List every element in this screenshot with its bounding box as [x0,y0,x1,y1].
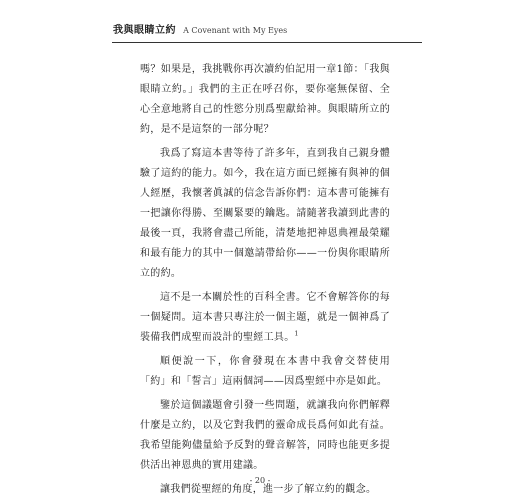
page-number: - 20 - [249,476,271,485]
running-header [113,21,287,38]
paragraph-text: 我爲了寫這本書等待了許多年，直到我自己親身體驗了這約的能力。如今，我在這方面已經擁有與神的個人經歷，我懷著眞誠的信念告訴你們：這本書可能擁有一把讓你得勝、至關緊要的鑰匙。請隨著我讀到此書的最後一頁，我將會盡己所能，清楚地把神恩典裡最榮耀和最有能力的其中一個邀請帶給你——一份與你眼睛所立的約。 [140,148,390,279]
footnote-marker: 1 [294,330,299,338]
book-title-english: A Covenant with My Eyes [183,26,288,35]
paragraph-4 [140,352,390,392]
book-title-chinese: 我與眼睛立約 [113,25,176,36]
paragraph-5 [140,396,390,476]
paragraph-text: 讓我們從聖經的角度，進一步了解立約的觀念。 [160,484,377,495]
paragraph-1 [140,60,390,140]
page-body [140,60,390,504]
paragraph-text: 這不是一本關於性的百科全書。它不會解答你的每一個疑問。這本書只專注於一個主題，就是一個神爲了裝備我們成聖而設計的聖經工具。 [140,292,390,343]
paragraph-text: 順便說一下，你會發現在本書中我會交替使用「約」和「誓言」這兩個詞——因爲聖經中亦是如此。 [140,356,390,387]
paragraph-text: 嗎？如果是，我挑戰你再次讀約伯記用一章1節：「我與眼睛立約。」我們的主正在呼召你，要你毫無保留、全心全意地將自己的性慾分別爲聖獻給神。與眼睛所立的約，是不是這祭的一部分呢？ [140,64,390,135]
paragraph-3 [140,288,390,348]
paragraph-2 [140,144,390,284]
paragraph-text: 鑒於這個議題會引發一些問題，就讓我向你們解釋什麼是立約，以及它對我們的靈命成長爲何如此有益。我希望能夠儘量給予反對的聲音解答，同時也能更多提供活出神恩典的實用建議。 [140,400,390,471]
header-rule [112,42,422,43]
